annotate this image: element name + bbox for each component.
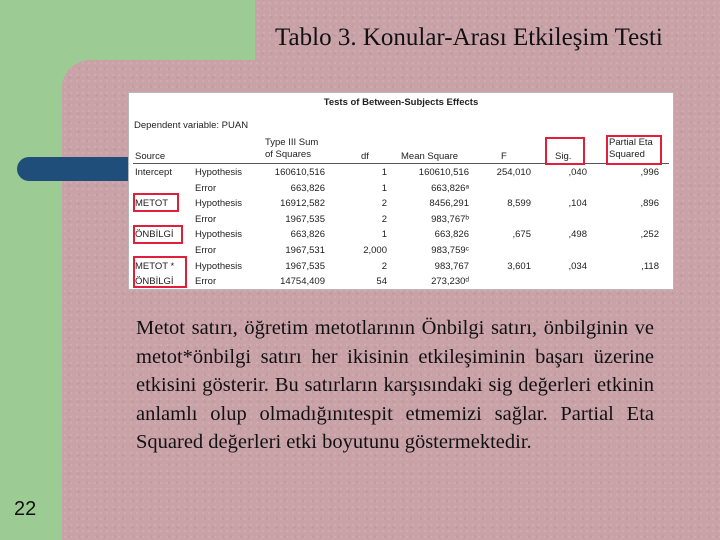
cell-df: 2 [381,260,387,272]
cell-ss: 14754,409 [280,276,325,288]
header-source: Source [135,151,166,162]
cell-df: 1 [381,167,387,178]
spss-table-screenshot [128,92,674,290]
cell-df: 1 [381,229,387,241]
cell-df: 2 [381,213,387,225]
header-sig: Sig. [555,151,572,162]
table-row [129,243,673,259]
header-f: F [501,151,507,162]
cell-ss: 16912,582 [280,198,325,210]
cell-ms: 160610,516 [418,167,469,178]
header-eta: Partial Eta Squared [609,137,653,160]
cell-f: ,675 [512,229,531,241]
cell-f: 254,010 [496,167,531,178]
cell-type: Error [195,276,217,288]
cell-ms: 8456,291 [429,198,469,210]
table-row [129,212,673,228]
cell-type: Hypothesis [195,260,242,272]
cell-source: ÖNBİLGİ [135,276,174,288]
cell-ss: 1967,531 [285,245,325,256]
table-caption: Tests of Between-Subjects Effects [323,97,479,108]
cell-type: Hypothesis [195,167,242,178]
cell-ss: 1967,535 [285,213,325,225]
header-df: df [361,151,369,162]
cell-eta: ,896 [640,198,659,210]
cell-source: ÖNBİLGİ [135,229,174,241]
cell-df: 54 [376,276,387,288]
cell-sig: ,034 [568,260,587,272]
cell-df: 1 [381,182,387,194]
cell-f: 8,599 [507,198,531,210]
cell-sig: ,040 [568,167,587,178]
cell-eta: ,118 [641,260,659,272]
sig-highlight-box [545,137,585,165]
cell-ms: 983,759ᶜ [431,245,469,256]
table-row [129,227,673,243]
table-row [129,259,673,275]
cell-type: Error [195,213,217,225]
dependent-variable-label: Dependent variable: PUAN [134,120,249,131]
cell-type: Error [195,182,217,194]
cell-source: METOT [135,198,169,210]
slide-title: Tablo 3. Konular-Arası Etkileşim Testi [275,24,663,51]
interaction-highlight-box [133,256,187,288]
cell-ss: 1967,535 [285,260,325,272]
header-ms: Mean Square [401,151,459,162]
cell-ss: 663,826 [290,182,325,194]
cell-ss: 160610,516 [274,167,325,178]
cell-f: 3,601 [507,260,531,272]
cell-eta: ,996 [640,167,659,178]
cell-type: Hypothesis [195,229,242,241]
table-row [129,165,673,181]
cell-ms: 273,230ᵈ [431,276,469,288]
cell-type: Error [195,245,217,256]
cell-sig: ,498 [568,229,587,241]
cell-type: Hypothesis [195,198,242,210]
cell-df: 2,000 [363,245,387,256]
cell-source: Intercept [135,167,172,178]
table-row [129,274,673,290]
cell-ms: 983,767 [434,260,469,272]
cell-ms: 983,767ᵇ [431,213,469,225]
cell-ms: 663,826 [434,229,469,241]
onbilgi-highlight-box [133,225,183,244]
eta-highlight-box [606,135,662,165]
metot-highlight-box [133,193,179,212]
header-ss: Type III Sum of Squares [265,137,319,160]
table-row [129,181,673,197]
cell-df: 2 [381,198,387,210]
cell-eta: ,252 [640,229,659,241]
header-divider [133,163,669,164]
cell-ss: 663,826 [290,229,325,241]
table-row [129,196,673,212]
green-left-strip [0,158,62,540]
cell-sig: ,104 [568,198,587,210]
slide-body-text: Metot satırı, öğretim metotlarının Önbilgi satırı, önbilginin ve metot*önbilgi satırı her ikisinin etkileşiminin başarı üzerine etkisini gösterir. Bu satırların karşısındaki sig değerleri etkinin anlamlı olup olmadığınıtespit etmemizi sağlar. Partial Eta Squared değerleri etki boyutunu göstermektedir. [136,317,654,453]
slide-number: 22 [14,498,37,520]
cell-source: METOT * [135,260,175,272]
cell-ms: 663,826ᵃ [431,182,469,194]
